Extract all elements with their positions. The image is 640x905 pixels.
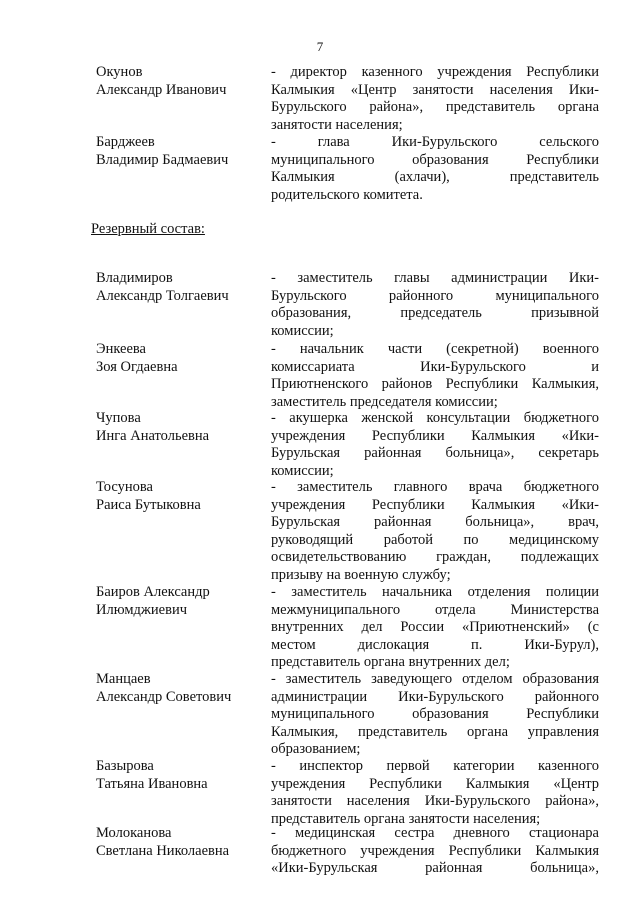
member-name — [96, 341, 266, 376]
member-role — [271, 134, 599, 204]
member-role — [271, 479, 599, 584]
member-role — [271, 270, 599, 340]
member-name-line: Инга Анатольевна — [96, 427, 210, 444]
member-role-line: учреждения Республики Калмыкия «Ики- — [271, 496, 599, 513]
member-name-line: Окунов — [96, 64, 143, 80]
member-name — [96, 671, 266, 706]
member-name-line: Раиса Бутыковна — [96, 496, 201, 513]
member-role-line: Бурульского районного муниципального — [271, 287, 599, 304]
member-name-line: Александр Толгаевич — [96, 287, 229, 304]
member-name — [96, 825, 266, 860]
member-role-line: родительского комитета. — [271, 186, 423, 203]
member-role-line: образованием; — [271, 741, 361, 757]
member-role-line: - глава Ики-Бурульского сельского — [271, 134, 599, 150]
member-role-line: межмуниципального отдела Министерства — [271, 601, 599, 618]
member-role-line: Бурульская районная больница», секретарь — [271, 445, 599, 461]
member-name — [96, 134, 266, 169]
member-role-line: призыву на военную службу; — [271, 566, 451, 583]
member-name-line: Зоя Огдаевна — [96, 358, 178, 375]
member-role-line: Калмыкия «Центр занятости населения Ики- — [271, 81, 599, 98]
member-name — [96, 758, 266, 793]
member-role-line: учреждения Республики Калмыкия «Центр — [271, 775, 599, 792]
member-role — [271, 341, 599, 411]
member-role-line: Калмыкия, представитель органа управления — [271, 723, 599, 740]
member-role-line: - инспектор первой категории казенного — [271, 758, 599, 774]
member-role-line: внутренних дел России «Приютненский» (с — [271, 619, 599, 635]
member-role-line: освидетельствованию граждан, подлежащих — [271, 549, 599, 565]
member-name-line: Манцаев — [96, 671, 151, 687]
member-name-line: Александр Советович — [96, 688, 232, 705]
member-role-line: Бурульского района», представитель органа — [271, 99, 599, 115]
member-role-line: образования, председатель призывной — [271, 305, 599, 321]
member-name-line: Илюмджиевич — [96, 601, 188, 618]
member-role-line: Калмыкия (ахлачи), представитель — [271, 169, 599, 185]
member-role — [271, 64, 599, 134]
member-role-line: занятости населения Ики-Бурульского района», — [271, 793, 599, 809]
member-name-line: Энкеева — [96, 341, 146, 357]
member-role-line: Приютненского районов Республики Калмыкия, — [271, 376, 599, 392]
member-name-line: Чупова — [96, 410, 141, 426]
member-role — [271, 584, 599, 672]
member-role-line: - заместитель начальника отделения полиции — [271, 584, 599, 600]
member-name-line: Владимиров — [96, 270, 173, 286]
member-role-line: комиссариата Ики-Бурульского и — [271, 358, 599, 375]
member-role-line: комиссии; — [271, 322, 334, 339]
member-role-line: муниципального образования Республики — [271, 706, 599, 722]
member-role-line: представитель органа занятости населения; — [271, 810, 541, 827]
member-name-line: Светлана Николаевна — [96, 842, 230, 859]
member-role-line: «Ики-Бурульская районная больница», — [271, 860, 599, 876]
member-name — [96, 584, 266, 619]
member-name-line: Владимир Бадмаевич — [96, 151, 229, 168]
member-role-line: Бурульская районная больница», врач, — [271, 514, 599, 530]
member-role-line: муниципального образования Республики — [271, 151, 599, 168]
member-role-line: заместитель председателя комиссии; — [271, 393, 498, 410]
member-role-line: комиссии; — [271, 462, 334, 479]
member-role-line: - акушерка женской консультации бюджетного — [271, 410, 599, 426]
member-name-line: Баиров Александр — [96, 584, 210, 600]
member-role-line: - медицинская сестра дневного стационара — [271, 825, 599, 841]
member-name — [96, 64, 266, 99]
member-role-line: занятости населения; — [271, 116, 403, 133]
member-name-line: Александр Иванович — [96, 81, 227, 98]
page-number: 7 — [316, 39, 324, 54]
member-role-line: - заместитель главы администрации Ики- — [271, 270, 599, 286]
member-role-line: местом дислокация п. Ики-Бурул), — [271, 636, 599, 653]
member-role — [271, 758, 599, 828]
reserve-section-title: Резервный состав: — [91, 221, 205, 237]
member-role-line: - заместитель главного врача бюджетного — [271, 479, 599, 495]
member-role — [271, 825, 599, 878]
member-name-line: Барджеев — [96, 134, 155, 150]
member-role — [271, 671, 599, 759]
member-name — [96, 479, 266, 514]
member-role-line: - заместитель заведующего отделом образования — [271, 671, 599, 687]
member-name-line: Тосунова — [96, 479, 153, 495]
member-role-line: учреждения Республики Калмыкия «Ики- — [271, 427, 599, 444]
member-role-line: руководящий работой по медицинскому — [271, 531, 599, 548]
member-name-line: Базырова — [96, 758, 154, 774]
member-role-line: - начальник части (секретной) военного — [271, 341, 599, 357]
member-role-line: бюджетного учреждения Республики Калмыкия — [271, 842, 599, 859]
member-role-line: - директор казенного учреждения Республики — [271, 64, 599, 80]
member-name — [96, 270, 266, 305]
member-role-line: администрации Ики-Бурульского районного — [271, 688, 599, 705]
member-name — [96, 410, 266, 445]
member-name-line: Молоканова — [96, 825, 172, 841]
member-role-line: представитель органа внутренних дел; — [271, 654, 510, 670]
member-name-line: Татьяна Ивановна — [96, 775, 208, 792]
member-role — [271, 410, 599, 480]
